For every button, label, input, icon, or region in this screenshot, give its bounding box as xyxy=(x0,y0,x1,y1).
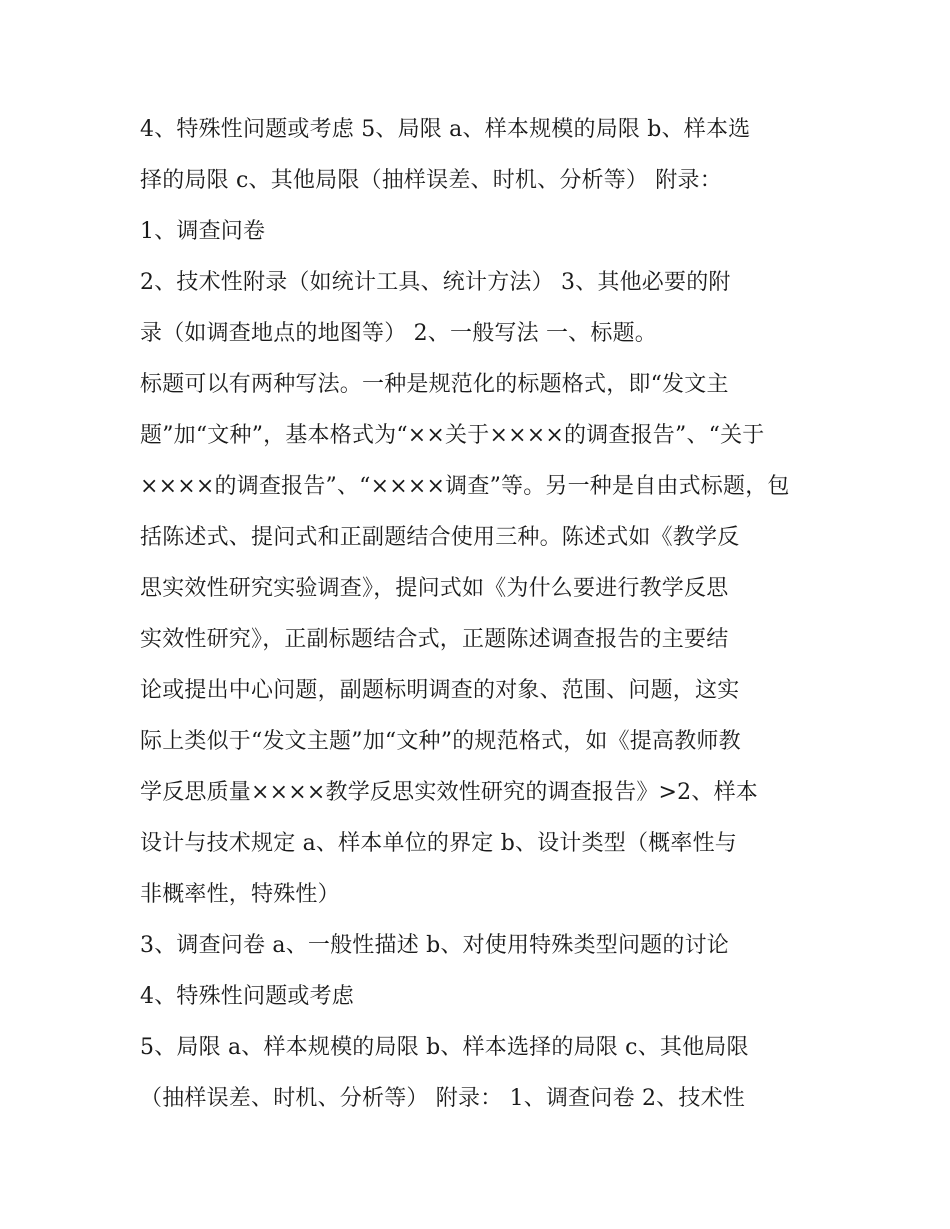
text-line: 非概率性，特殊性） xyxy=(140,882,340,907)
text-line: 标题可以有两种写法。一种是规范化的标题格式，即“发文主 xyxy=(140,372,729,397)
text-line: 5、局限 a、样本规模的局限 b、样本选择的局限 c、其他局限 xyxy=(140,1035,749,1060)
document-body xyxy=(140,104,820,1124)
text-line: 1、调查问卷 xyxy=(140,219,266,244)
text-line: 设计与技术规定 a、样本单位的界定 b、设计类型（概率性与 xyxy=(140,831,737,856)
text-line: 实效性研究》，正副标题结合式，正题陈述调查报告的主要结 xyxy=(140,627,729,652)
text-line: 际上类似于“发文主题”加“文种”的规范格式，如《提高教师教 xyxy=(140,729,741,754)
text-line: 4、特殊性问题或考虑 5、局限 a、样本规模的局限 b、样本选 xyxy=(140,117,751,142)
text-line: 3、调查问卷 a、一般性描述 b、对使用特殊类型问题的讨论 xyxy=(140,933,729,958)
text-line: 括陈述式、提问式和正副题结合使用三种。陈述式如《教学反 xyxy=(140,525,740,550)
text-line: 论或提出中心问题，副题标明调查的对象、范围、问题，这实 xyxy=(140,678,740,703)
text-line: ××××的调查报告”、“××××调查”等。另一种是自由式标题，包 xyxy=(140,474,790,499)
text-line: 4、特殊性问题或考虑 xyxy=(140,984,354,1009)
text-line: 2、技术性附录（如统计工具、统计方法） 3、其他必要的附 xyxy=(140,270,731,295)
text-line: 录（如调查地点的地图等） 2、一般写法 一、标题。 xyxy=(140,321,657,346)
text-line: 思实效性研究实验调查》，提问式如《为什么要进行教学反思 xyxy=(140,576,729,601)
text-line: 学反思质量××××教学反思实效性研究的调查报告》>2、样本 xyxy=(140,780,758,805)
text-line: （抽样误差、时机、分析等） 附录： 1、调查问卷 2、技术性 xyxy=(140,1086,745,1111)
text-line: 择的局限 c、其他局限（抽样误差、时机、分析等） 附录： xyxy=(140,168,722,193)
text-line: 题”加“文种”，基本格式为“××关于××××的调查报告”、“关于 xyxy=(140,423,765,448)
